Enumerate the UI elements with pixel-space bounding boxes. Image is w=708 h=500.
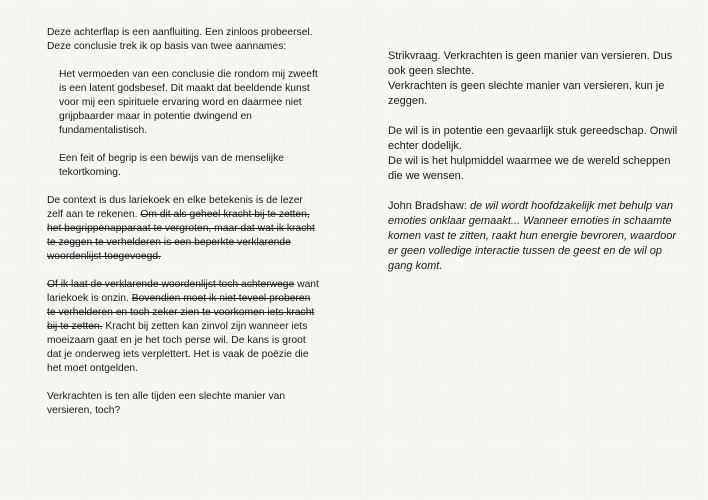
assumption-one: Het vermoeden van een conclusie die rondom mij zweeft is een latent godsbesef. Dit maakt dat beeldende kunst voor mij een spirituele ervaring word en daarmee niet grijpbaarder maar in potentie dwingend en fundamentalistisch.	[59, 69, 318, 136]
will-line-2: De wil is het hulpmiddel waarmee we de wereld scheppen die we wensen.	[388, 155, 671, 182]
closing-question: Verkrachten is ten alle tijden een slechte manier van versieren, toch?	[47, 391, 286, 416]
quote-text: de wil wordt hoofdzakelijk met behulp van emoties onklaar gemaakt... Wanneer emoties in schaamte komen vast te zitten, raakt hun energie bevroren, waardoor er geen volledige interactie tussen de geest en de wil op gang komt.	[388, 200, 676, 272]
will-paragraph	[388, 124, 688, 184]
intro-paragraph: Deze achterflap is een aanfluiting. Een zinloos probeersel. Deze conclusie trek ik op basis van twee aannames:	[47, 27, 313, 52]
left-text-column	[47, 26, 319, 432]
glossary-paragraph	[47, 278, 319, 376]
quote-author: John Bradshaw:	[388, 200, 470, 212]
kracht-text: Kracht bij zetten kan zinvol zijn wanneer iets moeizaam gaat en je het toch perse wil. De kans is groot dat je onderweg iets verplettert. Het is vaak de poëzie die het moet ontgelden.	[47, 321, 309, 374]
right-page	[354, 0, 708, 500]
lariekoek-text: want lariekoek is onzin.	[47, 279, 319, 304]
context-text: De context is dus lariekoek en elke betekenis is de lezer zelf aan te rekenen.	[47, 195, 303, 220]
struck-text-3: Bovendien moet ik niet teveel proberen te verhelderen en toch zeker zien te voorkomen iets kracht bij te zetten.	[47, 293, 315, 332]
will-line-1: De wil is in potentie een gevaarlijk stuk gereedschap. Onwil echter dodelijk.	[388, 125, 678, 152]
bradshaw-quote	[388, 199, 688, 274]
trick-question-line-2: Verkrachten is geen slechte manier van versieren, kun je zeggen.	[388, 80, 665, 107]
assumption-two: Een feit of begrip is een bewijs van de menselijke tekortkoming.	[59, 153, 284, 178]
trick-question-line-1: Strikvraag. Verkrachten is geen manier van versieren. Dus ook geen slechte.	[388, 50, 673, 77]
context-paragraph	[47, 194, 319, 264]
right-text-column	[388, 49, 688, 289]
struck-text-2: Of ik laat de verklarende woordenlijst toch achterwege	[47, 279, 295, 290]
struck-text-1: Om dit als geheel kracht bij te zetten, het begrippenapparaat te vergroten, maar dat wat ik kracht te zeggen te verhelderen is een beperkte verklarende woordenlijst toegevoegd.	[47, 209, 315, 262]
trick-question-paragraph	[388, 49, 688, 109]
